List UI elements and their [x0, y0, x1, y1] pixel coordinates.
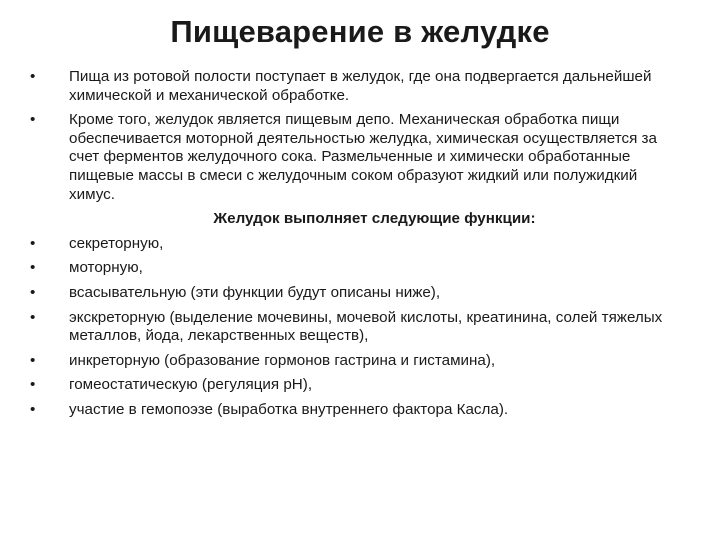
- list-item-text: инкреторную (образование гормонов гастрина и гистамина),: [69, 351, 496, 369]
- bullet-icon: •: [30, 68, 36, 85]
- list-item-text: экскреторную (выделение мочевины, мочевой кислоты, креатинина, солей тяжелых металлов, йода, лекарственных веществ),: [69, 308, 663, 345]
- list-item-text: моторную,: [69, 259, 143, 277]
- list-item: [30, 352, 680, 371]
- bullet-icon: •: [30, 283, 36, 301]
- list-item-text: Кроме того, желудок является пищевым депо. Механическая обработка пищи обеспечивается моторной деятельностью желудка, химическая осуществляется за счет ферментов желудочного сока. Размельченные и химически обработанные пищевые массы в смеси с желудочным соком образуют жидкий или полужидкий химус.: [69, 111, 657, 203]
- list-item-text: участие в гемопоэзе (выработка внутреннего фактора Касла).: [69, 400, 509, 418]
- list-item: [30, 284, 680, 303]
- bullet-icon: •: [30, 308, 36, 326]
- bullet-icon: •: [30, 234, 36, 252]
- list-item-text: гомеостатическую (регуляция рН),: [69, 376, 313, 394]
- list-item-text: секреторную,: [69, 234, 164, 252]
- bullet-icon: •: [30, 400, 36, 418]
- bullet-icon: •: [30, 111, 36, 129]
- list-item: [30, 259, 680, 278]
- bullet-icon: •: [30, 351, 36, 369]
- list-item-text: всасывательную (эти функции будут описаны ниже),: [69, 283, 441, 301]
- list-item: [30, 401, 680, 420]
- slide-title: Пищеварение в желудке: [170, 14, 550, 49]
- list-item: [30, 68, 680, 105]
- list-item: [30, 235, 680, 254]
- bullet-icon: •: [30, 259, 36, 277]
- bullet-icon: •: [30, 376, 36, 394]
- list-item-text: Пища из ротовой полости поступает в желудок, где она подвергается дальнейшей химической и механической обработке.: [69, 68, 652, 104]
- list-item: [30, 309, 680, 346]
- functions-subheading: Желудок выполняет следующие функции:: [213, 210, 536, 228]
- bullet-list: [30, 68, 680, 426]
- list-item: [30, 111, 680, 204]
- list-item: [30, 376, 680, 395]
